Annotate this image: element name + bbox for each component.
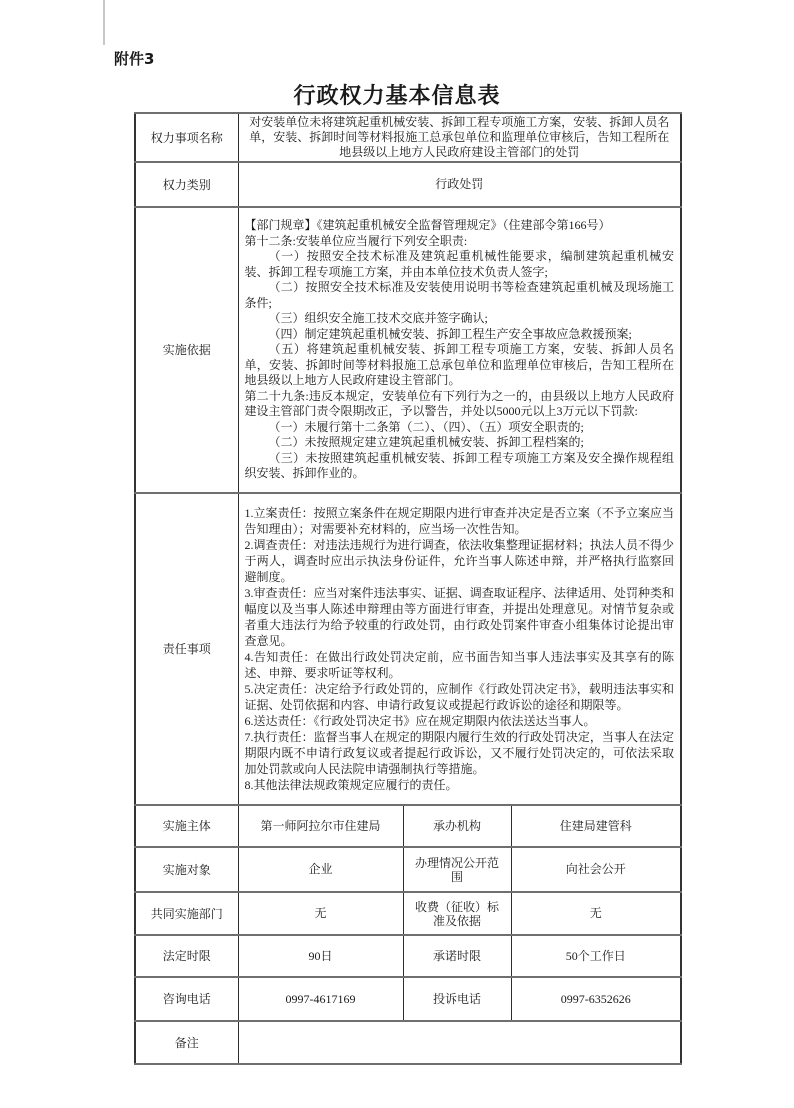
target-value: 企业: [238, 847, 403, 892]
duty-item: 1.立案责任：按照立案条件在规定期限内进行审查并决定是否立案（不予立案应当告知理由）；对需要补充材料的，应当场一次性告知。: [244, 506, 675, 536]
implementer-label: 实施主体: [135, 805, 238, 847]
duties-label: 责任事项: [135, 493, 238, 805]
duty-item: 2.调查责任：对违法违规行为进行调查，依法收集整理证据材料；执法人员不得少于两人，调查时应出示执法身份证件，允许当事人陈述申辩，并严格执行监察回避制度。: [244, 538, 675, 584]
fee-label: 收费（征收）标准及依据: [403, 892, 511, 935]
remark-value: [238, 1021, 681, 1064]
duty-item: 5.决定责任：决定给予行政处罚的，应制作《行政处罚决定书》，载明违法事实和证据、处罚依据和内容、申请行政复议或提起行政诉讼的途径和期限等。: [244, 682, 675, 712]
basis-paragraph: 第二十九条:违反本规定，安装单位有下列行为之一的，由县级以上地方人民政府建设主管部门责令限期改正，予以警告，并处以5000元以上3万元以下罚款:: [244, 388, 675, 419]
basis-paragraph: （五）将建筑起重机械安装、拆卸工程专项施工方案，安装、拆卸人员名单，安装、拆卸时间等材料报施工总承包单位和监理单位审核后，告知工程所在地县级以上地方人民政府建设主管部门。: [244, 342, 675, 388]
disclosure-label: 办理情况公开范围: [403, 847, 511, 892]
duty-item: 7.执行责任：监督当事人在规定的期限内履行生效的行政处罚决定，当事人在法定期限内既不申请行政复议或者提起行政诉讼，又不履行处罚决定的，可依法采取加处罚款或向人民法院申请强制执行等措施。: [244, 730, 675, 776]
fee-value: 无: [511, 892, 681, 935]
consult-phone-label: 咨询电话: [135, 977, 238, 1021]
basis-paragraph: 第十二条:安装单位应当履行下列安全职责:: [244, 233, 468, 248]
power-name-label: 权力事项名称: [135, 113, 238, 162]
duties-content: [238, 493, 681, 805]
basis-paragraph: （二）未按照规定建立建筑起重机械安装、拆卸工程档案的;: [268, 435, 584, 450]
basis-paragraph: （三）组织安全施工技术交底并签字确认;: [268, 311, 488, 326]
basis-label: 实施依据: [135, 207, 238, 493]
row-joint: [135, 892, 681, 935]
promise-limit-value: 50个工作日: [511, 935, 681, 977]
undertaker-label: 承办机构: [403, 805, 511, 847]
power-type-value: 行政处罚: [238, 162, 681, 207]
undertaker-value: 住建局建管科: [511, 805, 681, 847]
duty-item: 3.审查责任：应当对案件违法事实、证据、调查取证程序、法律适用、处罚种类和幅度以及当事人陈述申辩理由等方面进行审查，并提出处理意见。对情节复杂或者重大违法行为给予较重的行政处罚，由行政处罚案件审查小组集体讨论提出审查意见。: [244, 586, 675, 648]
basis-paragraph: （二）按照安全技术标准及安装使用说明书等检查建筑起重机械及现场施工条件;: [244, 280, 675, 310]
implementer-value: 第一师阿拉尔市住建局: [238, 805, 403, 847]
basis-paragraph: （四）制定建筑起重机械安装、拆卸工程生产安全事故应急救援预案;: [268, 326, 632, 341]
row-target: [135, 847, 681, 892]
promise-limit-label: 承诺时限: [403, 935, 511, 977]
duty-item: 8.其他法律法规政策规定应履行的责任。: [244, 778, 458, 792]
row-duties: [135, 493, 681, 805]
power-name-value: 对安装单位未将建筑起重机械安装、拆卸工程专项施工方案，安装、拆卸人员名单，安装、拆卸时间等材料报施工总承包单位和监理单位审核后，告知工程所在地县级以上地方人民政府建设主管部门的处罚: [238, 113, 681, 162]
power-type-label: 权力类别: [135, 162, 238, 207]
basis-paragraph: 【部门规章】《建筑起重机械安全监督管理规定》（住建部令第166号）: [244, 218, 611, 233]
page-title: 行政权力基本信息表: [293, 83, 501, 108]
basis-paragraph: （一）未履行第十二条第（二）、（四）、（五）项安全职责的;: [268, 419, 584, 434]
legal-limit-value: 90日: [238, 935, 403, 977]
row-power-type: [135, 162, 681, 207]
consult-phone-value: 0997-4617169: [238, 977, 403, 1021]
joint-value: 无: [238, 892, 403, 935]
joint-label: 共同实施部门: [135, 892, 238, 935]
row-implementer: [135, 805, 681, 847]
row-phone: [135, 977, 681, 1021]
scan-edge-artifact: [103, 0, 105, 45]
row-time-limit: [135, 935, 681, 977]
info-table: [134, 112, 682, 1065]
attachment-label: 附件3: [114, 50, 155, 68]
basis-content: [238, 207, 681, 493]
disclosure-value: 向社会公开: [511, 847, 681, 892]
basis-paragraph: （三）未按照建筑起重机械安装、拆卸工程专项施工方案及安全操作规程组织安装、拆卸作业的。: [244, 450, 675, 481]
duty-item: 4.告知责任：在做出行政处罚决定前，应书面告知当事人违法事实及其享有的陈述、申辩、要求听证等权利。: [244, 650, 675, 680]
row-basis: [135, 207, 681, 493]
row-power-name: [135, 113, 681, 162]
remark-label: 备注: [135, 1021, 238, 1064]
duty-item: 6.送达责任：《行政处罚决定书》应在规定期限内依法送达当事人。: [244, 714, 596, 728]
row-remark: [135, 1021, 681, 1064]
complaint-phone-value: 0997-6352626: [511, 977, 681, 1021]
basis-paragraph: （一）按照安全技术标准及建筑起重机械性能要求，编制建筑起重机械安装、拆卸工程专项施工方案，并由本单位技术负责人签字;: [244, 249, 675, 279]
complaint-phone-label: 投诉电话: [403, 977, 511, 1021]
target-label: 实施对象: [135, 847, 238, 892]
legal-limit-label: 法定时限: [135, 935, 238, 977]
